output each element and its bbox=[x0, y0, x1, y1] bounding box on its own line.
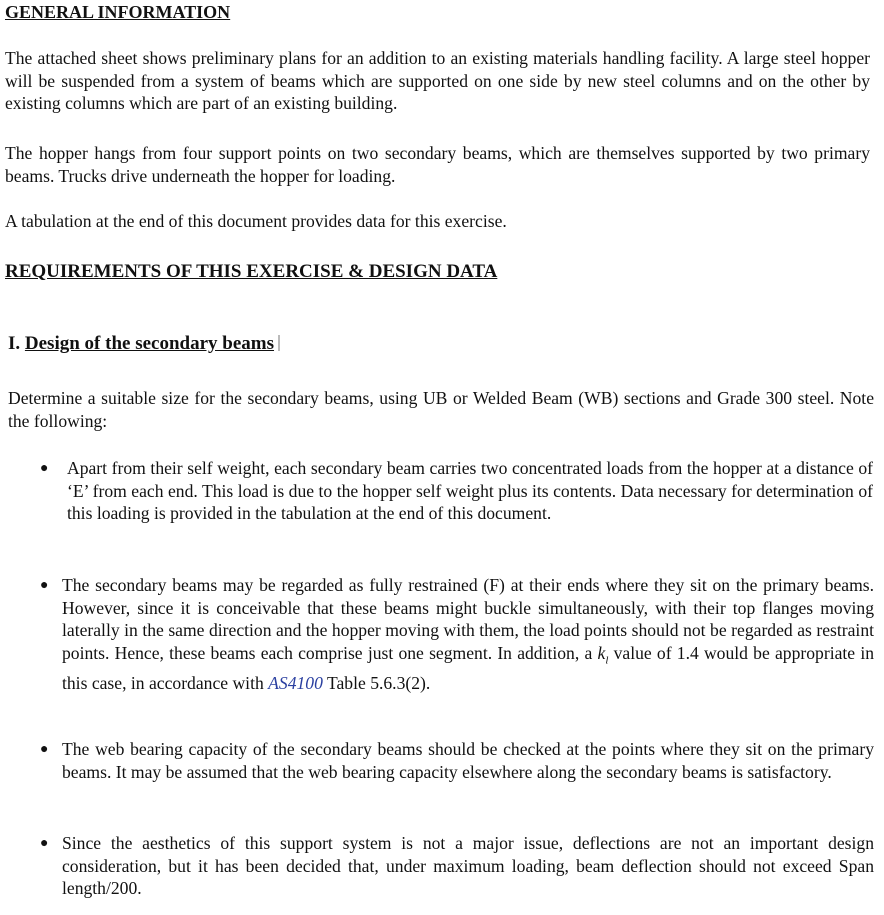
bullet-3-marker: ● bbox=[40, 742, 49, 757]
general-paragraph-1: The attached sheet shows preliminary plans for an addition to an existing materials handling facility. A large steel hopper will be suspended from a system of beams which are supported on one side by new steel columns and on the other by existing columns which are part of an existing building. bbox=[5, 48, 870, 114]
section-1-intro: Determine a suitable size for the secondary beams, using UB or Welded Beam (WB) sections and Grade 300 steel. Note the following: bbox=[8, 388, 874, 431]
bullet-2-text bbox=[62, 574, 874, 694]
section-1-title: Design of the secondary beams bbox=[24, 333, 275, 354]
bullet-2-content-b: value of 1.4 would be appropriate in this case, in accordance with bbox=[62, 642, 875, 693]
bullet-3-text bbox=[62, 738, 874, 783]
section-1-number: I. bbox=[8, 333, 21, 354]
bullet-1-content: Apart from their self weight, each secondary beam carries two concentrated loads from the hopper at a distance of ‘E’ from each end. This load is due to the hopper self weight plus its contents. Data necessary for determination of this loading is provided in the tabulation at the end of this document. bbox=[67, 458, 873, 524]
bullet-4-content: Since the aesthetics of this support system is not a major issue, deflections are not an important design consideration, but it has been decided that, under maximum loading, beam deflection should not exceed Span length/200. bbox=[62, 833, 874, 899]
bullet-2-content-a: The secondary beams may be regarded as fully restrained (F) at their ends where they sit on the primary beams. However, since it is conceivable that these beams might buckle simultaneously, with their top flanges moving laterally in the same direction and the hopper moving with them, the load points should not be regarded as restraint points. Hence, these beams each comprise just one segment. In addition, a bbox=[62, 575, 874, 663]
k-symbol: $k_l$ bbox=[597, 642, 609, 667]
text-cursor-mark bbox=[278, 335, 280, 351]
bullet-4-marker: ● bbox=[40, 836, 49, 851]
bullet-1-marker: ● bbox=[40, 461, 49, 476]
section-1-heading bbox=[8, 333, 280, 356]
bullet-1-text bbox=[67, 457, 873, 525]
bullet-2-content-c: Table 5.6.3(2). bbox=[322, 672, 431, 693]
general-information-heading: GENERAL INFORMATION bbox=[5, 2, 231, 22]
requirements-heading: REQUIREMENTS OF THIS EXERCISE & DESIGN DATA bbox=[5, 261, 498, 282]
bullet-4-text bbox=[62, 832, 874, 900]
general-paragraph-2: The hopper hangs from four support points on two secondary beams, which are themselves supported by two primary beams. Trucks drive underneath the hopper for loading. bbox=[5, 143, 870, 186]
bullet-3-content: The web bearing capacity of the secondary beams should be checked at the points where they sit on the primary beams. It may be assumed that the web bearing capacity elsewhere along the secondary beams is satisfactory. bbox=[62, 739, 874, 782]
general-paragraph-3: A tabulation at the end of this document provides data for this exercise. bbox=[5, 211, 507, 231]
bullet-2-marker: ● bbox=[40, 578, 49, 593]
standard-reference: AS4100 bbox=[268, 672, 323, 693]
